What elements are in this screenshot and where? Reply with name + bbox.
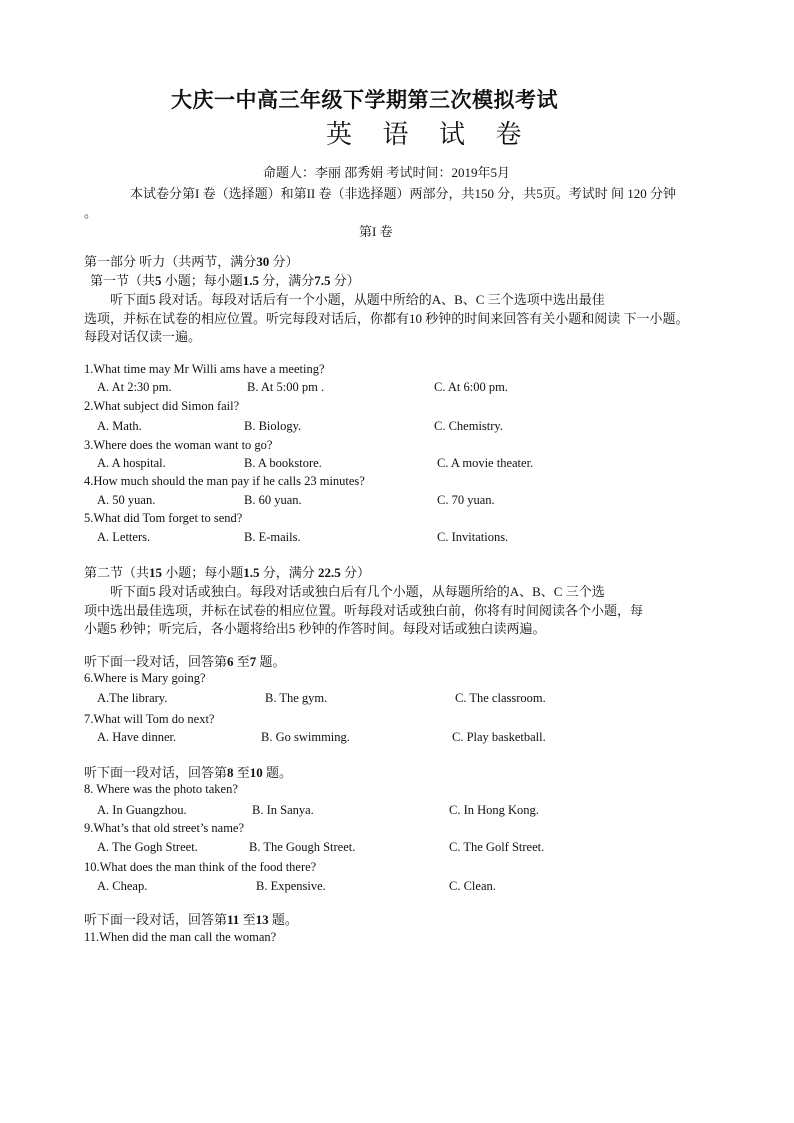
section1-heading <box>90 270 360 289</box>
q1-option-c: C. At 6:00 pm. <box>434 380 508 394</box>
q6-option-c: C. The classroom. <box>455 691 546 705</box>
group-text: 听下面一段对话，回答第 <box>84 765 228 780</box>
question-6: 6.Where is Mary going? <box>84 671 206 685</box>
q9-option-a: A. The Gogh Street. <box>97 840 198 854</box>
q1-option-b: B. At 5:00 pm . <box>247 380 325 394</box>
part1-heading-text: 第一部分 听力（共两节，满分 <box>84 254 257 269</box>
section1-instruction-line3: 每段对话仅读一遍。 <box>84 329 202 344</box>
section2-instruction-line2: 项中选出最佳选项，并标在试卷的相应位置。听每段对话或独白前，你将有时间阅读各个小题，每 <box>84 603 644 618</box>
question-4: 4.How much should the man pay if he calls 23 minutes? <box>84 474 365 488</box>
q2-option-a: A. Math. <box>97 419 142 433</box>
group-text: 至 <box>233 765 250 780</box>
group-start: 6 <box>227 654 234 669</box>
q5-option-c: C. Invitations. <box>437 530 509 544</box>
section1-instruction-line2: 选项，并标在试卷的相应位置。听完每段对话后，你都有10 秒钟的时间来回答有关小题和阅读 下一小题。 <box>84 311 689 326</box>
section1-heading-text: 小题；每小题 <box>161 273 243 288</box>
group-text: 听下面一段对话，回答第 <box>84 654 228 669</box>
q2-option-b: B. Biology. <box>244 419 302 433</box>
q8-option-b: B. In Sanya. <box>252 803 314 817</box>
q9-option-c: C. The Golf Street. <box>449 840 545 854</box>
q7-option-a: A. Have dinner. <box>97 730 177 744</box>
exam-info: 命题人：李丽 邵秀娟 考试时间：2019年5月 <box>263 165 511 180</box>
q6-option-a: A.The library. <box>97 691 168 705</box>
q8-option-a: A. In Guangzhou. <box>97 803 187 817</box>
section1-instruction-line1: 听下面5 段对话。每段对话后有一个小题，从题中所给的A、B、C 三个选项中选出最佳 <box>110 292 605 307</box>
question-9: 9.What’s that old street’s name? <box>84 821 245 835</box>
part1-heading-tail: 分） <box>269 254 299 269</box>
q3-option-a: A. A hospital. <box>97 456 166 470</box>
section2-instruction-line1: 听下面5 段对话或独白。每段对话或独白后有几个小题，从每题所给的A、B、C 三个选 <box>110 584 605 599</box>
part1-heading <box>84 251 299 270</box>
exam-title: 大庆一中高三年级下学期第三次模拟考试 <box>171 88 558 112</box>
group-end: 7 <box>249 654 257 669</box>
section2-heading-text: 第二节（共 <box>84 565 150 580</box>
question-1: 1.What time may Mr Willi ams have a meeting? <box>84 362 325 376</box>
section1-heading-text: 分） <box>330 273 360 288</box>
q3-option-c: C. A movie theater. <box>437 456 534 470</box>
q1-option-a: A. At 2:30 pm. <box>97 380 172 394</box>
section1-heading-text: 分，满分 <box>259 273 315 288</box>
q3-option-b: B. A bookstore. <box>244 456 322 470</box>
section1-total: 7.5 <box>314 273 331 288</box>
group-instruction-11-13 <box>84 909 298 928</box>
q4-option-a: A. 50 yuan. <box>97 493 156 507</box>
question-11: 11.When did the man call the woman? <box>84 930 277 944</box>
section1-per-score: 1.5 <box>242 273 260 288</box>
question-2: 2.What subject did Simon fail? <box>84 399 240 413</box>
group-text: 题。 <box>262 765 293 780</box>
group-text: 至 <box>233 654 250 669</box>
section2-count: 15 <box>149 565 163 580</box>
q4-option-c: C. 70 yuan. <box>437 493 495 507</box>
exam-notice: 本试卷分第I 卷（选择题）和第II 卷（非选择题）两部分，共150 分，共5页。考试时 间 120 分钟 <box>130 186 676 201</box>
q9-option-b: B. The Gough Street. <box>249 840 356 854</box>
section2-heading <box>84 562 370 581</box>
q7-option-b: B. Go swimming. <box>261 730 350 744</box>
q5-option-a: A. Letters. <box>97 530 151 544</box>
group-text: 题。 <box>256 654 286 669</box>
question-8: 8. Where was the photo taken? <box>84 782 238 796</box>
section2-heading-text: 分，满分 <box>259 565 319 580</box>
q7-option-c: C. Play basketball. <box>452 730 546 744</box>
section2-per-score: 1.5 <box>243 565 260 580</box>
group-start: 11 <box>227 912 240 927</box>
section1-heading-text: 第一节（共 <box>90 273 156 288</box>
group-end: 10 <box>249 765 263 780</box>
q8-option-c: C. In Hong Kong. <box>449 803 539 817</box>
q6-option-b: B. The gym. <box>265 691 328 705</box>
group-instruction-8-10 <box>84 762 292 781</box>
part1-score: 30 <box>256 254 270 269</box>
group-text: 听下面一段对话，回答第 <box>84 912 228 927</box>
group-text: 题。 <box>268 912 298 927</box>
exam-notice-end: 。 <box>84 205 98 220</box>
section2-heading-text: 小题；每小题 <box>162 565 244 580</box>
q2-option-c: C. Chemistry. <box>434 419 503 433</box>
section2-total: 22.5 <box>318 565 341 580</box>
section2-instruction-line3: 小题5 秒钟；听完后，各小题将给出5 秒钟的作答时间。每段对话或独白读两遍。 <box>84 621 546 636</box>
group-instruction-6-7 <box>84 651 286 670</box>
question-3: 3.Where does the woman want to go? <box>84 438 273 452</box>
q5-option-b: B. E-mails. <box>244 530 301 544</box>
group-start: 8 <box>227 765 234 780</box>
exam-subtitle: 英 语 试 卷 <box>326 120 534 149</box>
group-text: 至 <box>239 912 256 927</box>
question-7: 7.What will Tom do next? <box>84 712 215 726</box>
q10-option-b: B. Expensive. <box>256 879 326 893</box>
question-5: 5.What did Tom forget to send? <box>84 511 243 525</box>
volume-title: 第I 卷 <box>359 224 393 239</box>
section2-heading-text: 分） <box>340 565 371 580</box>
q4-option-b: B. 60 yuan. <box>244 493 302 507</box>
q10-option-c: C. Clean. <box>449 879 496 893</box>
section1-count: 5 <box>155 273 162 288</box>
q10-option-a: A. Cheap. <box>97 879 148 893</box>
group-end: 13 <box>255 912 269 927</box>
question-10: 10.What does the man think of the food there? <box>84 860 317 874</box>
